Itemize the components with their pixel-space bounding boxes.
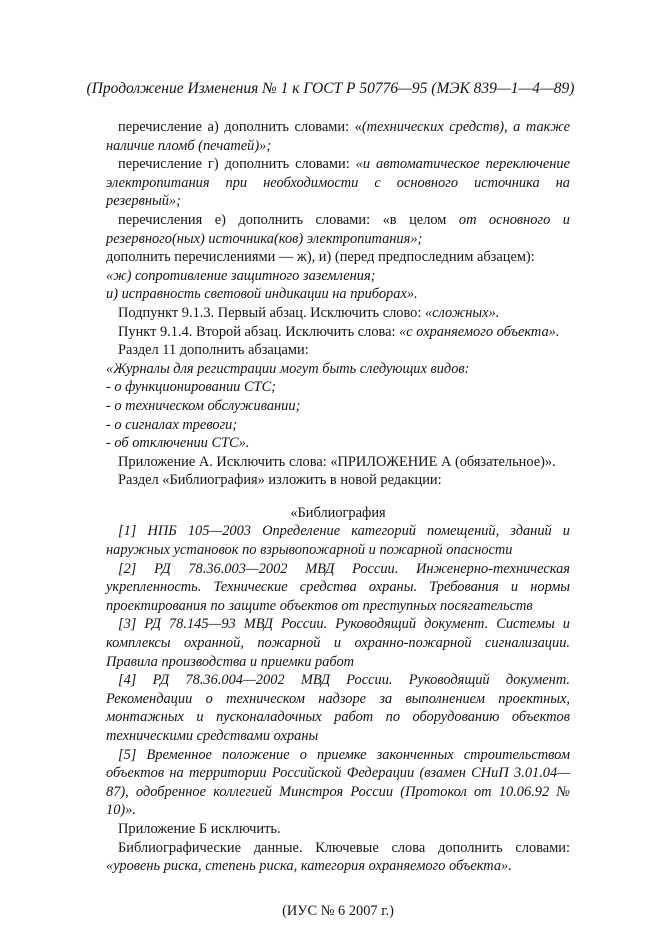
text-normal: перечисление а) дополнить словами: « [118, 119, 362, 135]
paragraph-18 [106, 839, 570, 876]
text-normal: перечисление г) дополнить словами: [118, 156, 356, 173]
list-item-3: - о сигналах тревоги; [106, 416, 238, 433]
text-normal: Подпункт 9.1.3. Первый абзац. Исключить слово: [118, 304, 425, 321]
list-item-2: - о техническом обслуживании; [106, 397, 301, 414]
list-item-1: - о функционировании СТС; [106, 379, 276, 396]
bibliography-item-4: [4] РД 78.36.004—2002 МВД России. Руководящий документ. Рекомендации о техническом надзоре за выполнением проектных, монтажных и пусконаладочных работ по оборудованию объектов техническими средствами охраны [106, 672, 570, 744]
text-italic: «сложных». [424, 304, 500, 321]
paragraph-16: Раздел «Библиография» изложить в новой редакции: [118, 472, 442, 489]
bibliography-item-1: [1] НПБ 105—2003 Определение категорий помещений, зданий и наружных установок по взрывопожарной и пожарной опасности [106, 523, 570, 559]
document-body [106, 118, 570, 920]
text-normal: Пункт 9.1.4. Второй абзац. Исключить слова: [118, 323, 400, 340]
bibliography-item-5: [5] Временное положение о приемке законченных строительством объектов на территории Российской Федерации (взамен СНиП 3.01.04—87), одобренное коллегией Минстроя России (Протокол от 10.06.92 № 10)». [106, 746, 570, 819]
text-italic: от основного и резервного(ных) источника(ков) электропитания»; [106, 211, 570, 247]
paragraph-3 [106, 211, 570, 248]
bibliography-item-3: [3] РД 78.145—93 МВД России. Руководящий документ. Системы и комплексы охранной, пожарной и охранно-пожарной сигнализации. Правила производства и приемки работ [106, 616, 570, 670]
bibliography-title: «Библиография [290, 504, 386, 521]
text-italic: «уровень риска, степень риска, категория охраняемого объекта». [106, 858, 512, 875]
text-normal: перечисления е) дополнить словами: «в целом [118, 211, 459, 228]
paragraph-5: «ж) сопротивление защитного заземления; [106, 267, 376, 284]
paragraph-6: и) исправность световой индикации на приборах». [106, 286, 418, 303]
paragraph-8 [106, 323, 570, 342]
list-item-4: - об отключении СТС». [106, 435, 250, 452]
footer-note: (ИУС № 6 2007 г.) [282, 902, 394, 919]
text-normal: Библиографические данные. Ключевые слова дополнить словами: [118, 839, 570, 856]
text-italic: «и автоматическое переключение электропитания при необходимости с основного источника на резервный»; [106, 156, 570, 210]
paragraph-1 [106, 118, 570, 155]
paragraph-4: дополнить перечислениями — ж), и) (перед предпоследним абзацем): [106, 249, 535, 266]
page-header: (Продолжение Изменения № 1 к ГОСТ Р 50776—95 (МЭК 839—1—4—89) [86, 80, 575, 97]
paragraph-7 [106, 304, 570, 323]
paragraph-10: «Журналы для регистрации могут быть следующих видов: [106, 360, 470, 377]
paragraph-2 [106, 155, 570, 211]
paragraph-17: Приложение Б исключить. [118, 820, 281, 837]
bibliography-item-2: [2] РД 78.36.003—2002 МВД России. Инженерно-техническая укрепленность. Технические средства охраны. Требования и нормы проектирования по защите объектов от преступных посягательств [106, 560, 570, 614]
text-italic: (технических средств), а также наличие пломб (печатей)»; [106, 119, 571, 154]
text-italic: «с охраняемого объекта». [399, 323, 560, 340]
paragraph-15: Приложение А. Исключить слова: «ПРИЛОЖЕНИЕ А (обязательное)». [118, 453, 556, 470]
paragraph-9: Раздел 11 дополнить абзацами: [118, 342, 309, 359]
